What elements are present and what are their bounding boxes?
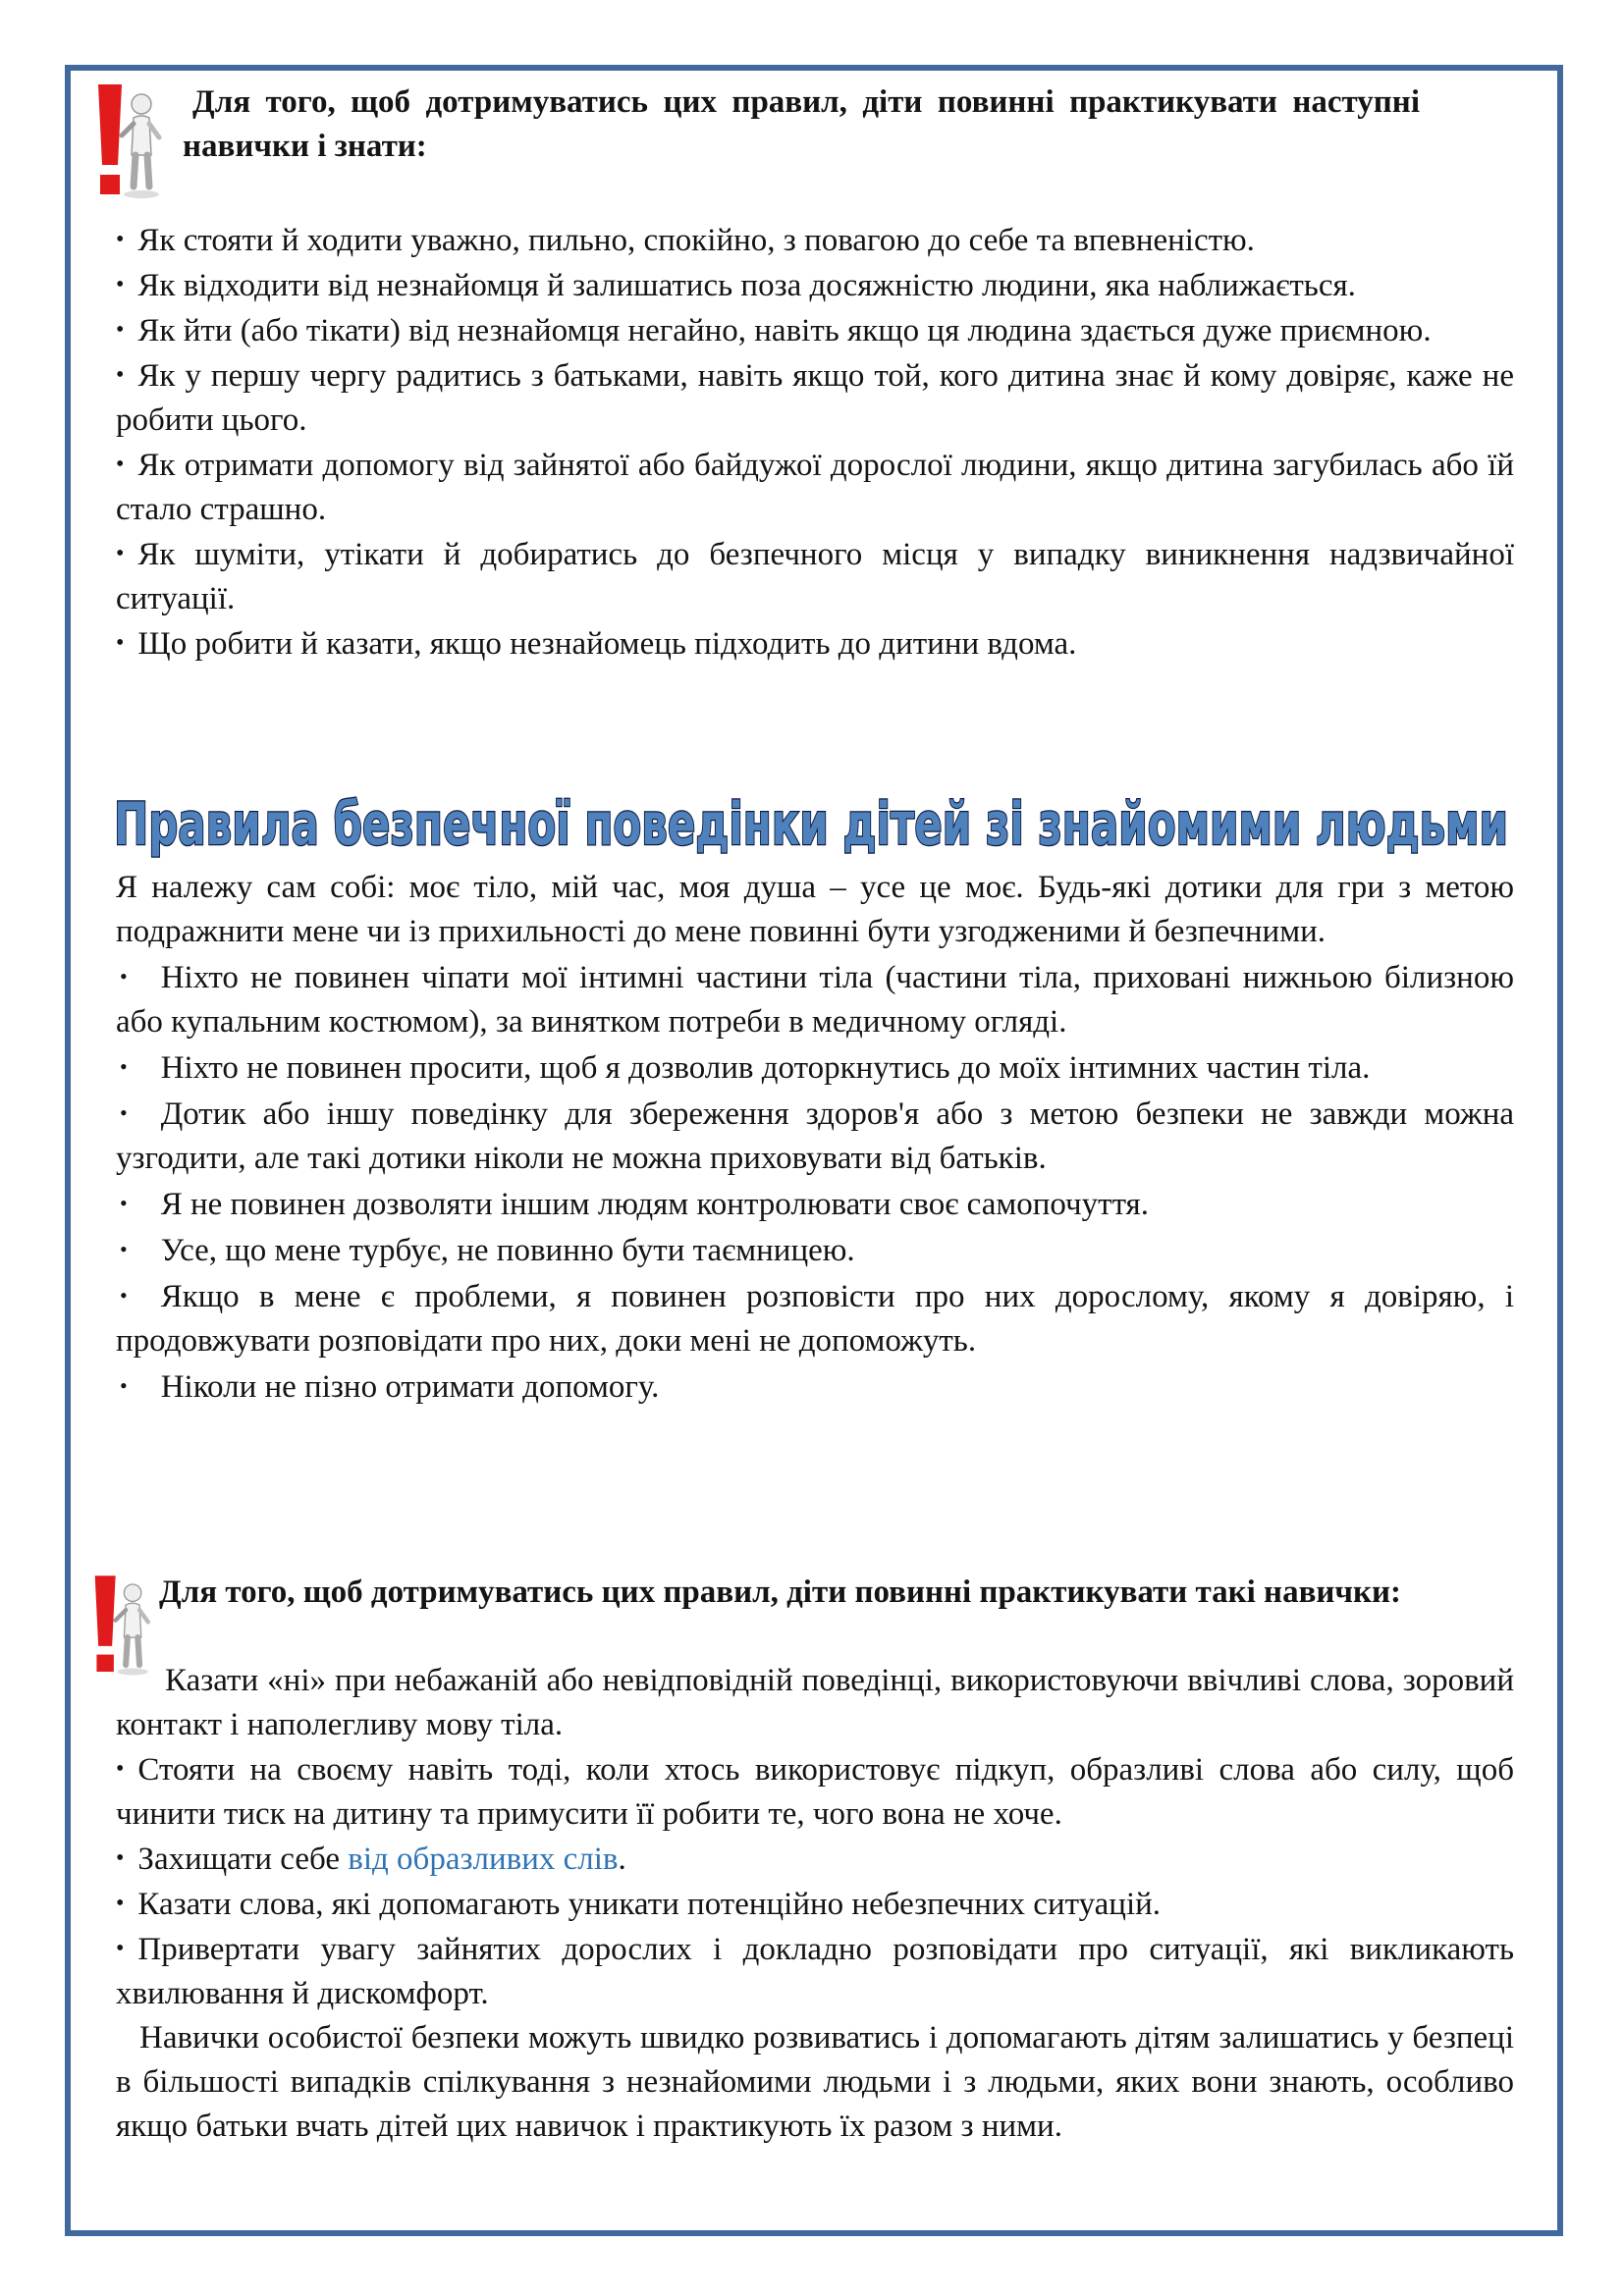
warning-exclamation-figure-icon: [90, 79, 163, 202]
section2-heading: [114, 783, 1528, 862]
section1-item: • Як відходити від незнайомця й залишатись поза досяжністю людини, яка наближається.: [116, 263, 1514, 308]
section1-item: • Як стояти й ходити уважно, пильно, спокійно, з повагою до себе та впевненістю.: [116, 218, 1514, 263]
section2-item: • Дотик або іншу поведінку для збереження здоров'я або з метою безпеки не завжди можна узгодити, але такі дотики ніколи не можна приховувати від батьків.: [116, 1091, 1514, 1181]
section3-item: • Казати слова, які допомагають уникати потенційно небезпечних ситуацій.: [116, 1882, 1514, 1927]
section3-first: Казати «ні» при небажаній або невідповідній поведінці, використовуючи ввічливі слова, зоровий контакт і наполегливу мову тіла.: [116, 1663, 1514, 1742]
section2-heading-text: Правила безпечної поведінки дітей зі знайомими людьми: [114, 790, 1508, 859]
section1-item: • Як шуміти, утікати й добиратись до безпечного місця у випадку виникнення надзвичайної ситуації.: [116, 532, 1514, 621]
section3-intro-block: [159, 1571, 1514, 1615]
section1-item: • Як отримати допомогу від зайнятої або байдужої дорослої людини, якщо дитина загубилась або їй стало страшно.: [116, 443, 1514, 532]
section3-closing: Навички особистої безпеки можуть швидко розвиватись і допомагають дітям залишатись у безпеці в більшості випадків спілкування з незнайомими людьми і з людьми, яких вони знають, особливо якщо батьки вчать дітей цих навичок і практикують їх разом з ними.: [116, 2020, 1514, 2144]
section3-block: [116, 1659, 1514, 2149]
section3-protect-link[interactable]: від образливих слів: [348, 1842, 619, 1877]
section1-item: • Як йти (або тікати) від незнайомця негайно, навіть якщо ця людина здається дуже приємною.: [116, 308, 1514, 353]
section1-item: • Як у першу чергу радитись з батьками, навіть якщо той, кого дитина знає й кому довіряє, каже не робити цього.: [116, 353, 1514, 443]
section2-item: • Якщо в мене є проблеми, я повинен розповісти про них дорослому, якому я довіряю, і продовжувати розповідати про них, доки мені не допоможуть.: [116, 1273, 1514, 1363]
section1-intro-block: [183, 80, 1420, 169]
section1-intro: Для того, щоб дотримуватись цих правил, діти повинні практикувати наступні навички і знати:: [183, 84, 1420, 164]
section3-item-protect: [116, 1837, 1514, 1882]
section3-intro: Для того, щоб дотримуватись цих правил, діти повинні практикувати такі навички:: [159, 1575, 1402, 1610]
section2-item: • Ніколи не пізно отримати допомогу.: [116, 1363, 1514, 1410]
section3-item: • Стояти на своєму навіть тоді, коли хтось використовує підкуп, образливі слова або силу, щоб чинити тиск на дитину та примусити її робити те, чого вона не хоче.: [116, 1747, 1514, 1837]
section3-item: • Привертати увагу зайнятих дорослих і докладно розповідати про ситуації, які викликають хвилювання й дискомфорт.: [116, 1927, 1514, 2016]
section2-intro: Я належу сам собі: моє тіло, мій час, моя душа – усе це моє. Будь-які дотики для гри з метою подражнити мене чи із прихильності до мене повинні бути узгодженими й безпечними.: [116, 870, 1514, 949]
section3-protect-prefix: Захищати себе: [137, 1842, 349, 1877]
section2-item: • Усе, що мене турбує, не повинно бути таємницею.: [116, 1227, 1514, 1273]
section2-item: • Ніхто не повинен просити, щоб я дозволив доторкнутись до моїх інтимних частин тіла.: [116, 1044, 1514, 1091]
section1-item: • Що робити й казати, якщо незнайомець підходить до дитини вдома.: [116, 621, 1514, 667]
section3-protect-suffix: .: [618, 1842, 626, 1877]
section2-block: [116, 866, 1514, 1410]
section2-item: • Ніхто не повинен чіпати мої інтимні частини тіла (частини тіла, приховані нижньою білизною або купальним костюмом), за винятком потреби в медичному огляді.: [116, 954, 1514, 1044]
section1-list: [116, 218, 1514, 667]
section2-item: • Я не повинен дозволяти іншим людям контролювати своє самопочуття.: [116, 1181, 1514, 1227]
